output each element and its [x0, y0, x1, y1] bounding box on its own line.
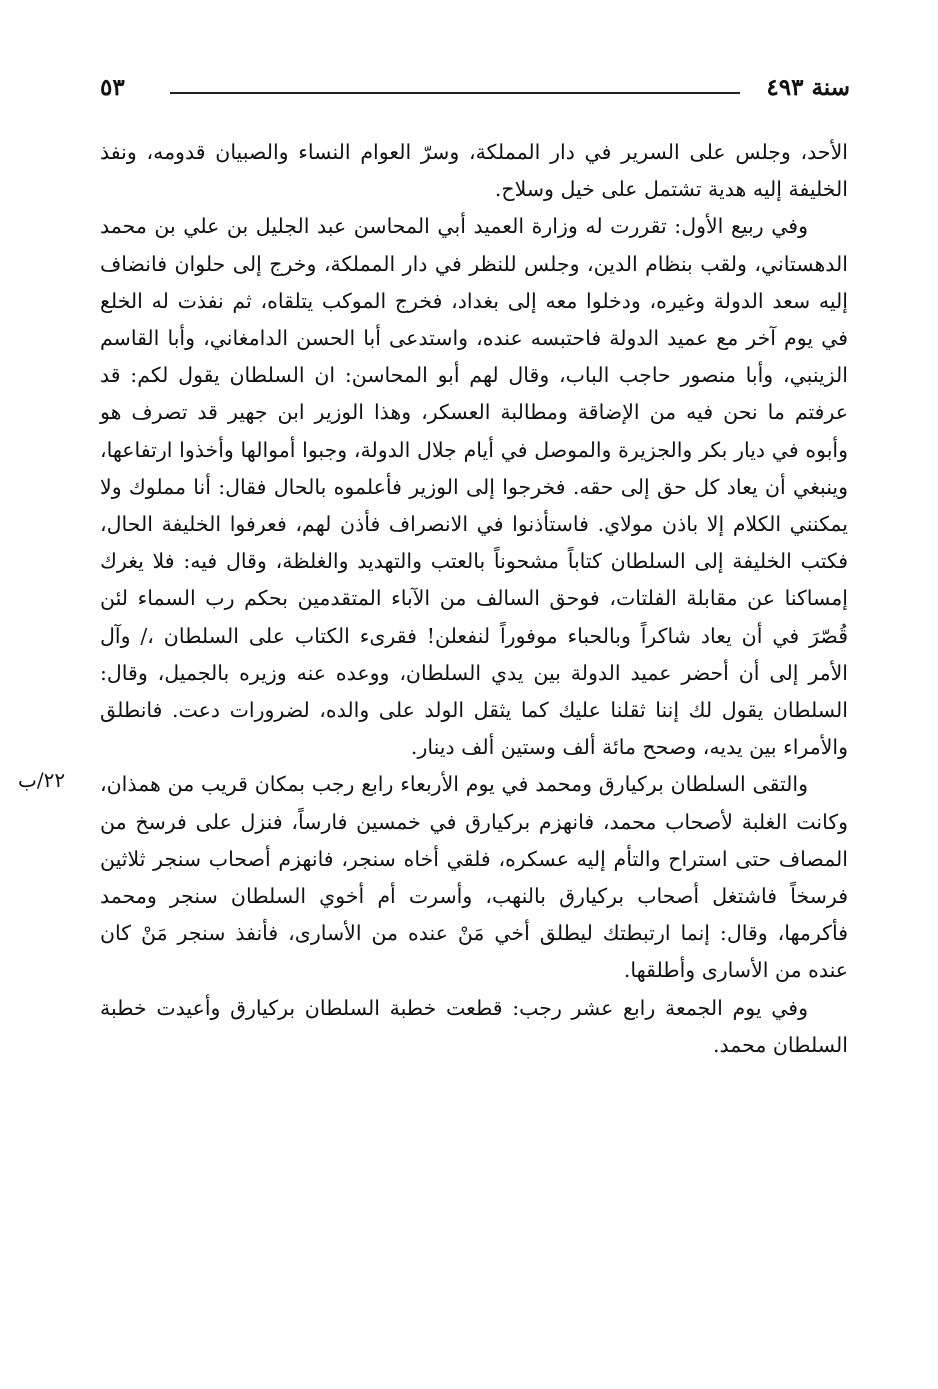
paragraph-rabi-al-awwal: وفي ربيع الأول: تقررت له وزارة العميد أبي المحاسن عبد الجليل بن علي بن محمد الدهستاني، ولقب بنظام الدين، وجلس للنظر في دار المملكة، وخرج إلى حلوان فانضاف إليه سعد الدولة وغيره، ودخلوا معه إلى بغداد، فخرج الموكب يتلقاه، ثم نفذت له الخلع في يوم آخر مع عميد الدولة فاحتبسه عنده، واستدعى أبا الحسن الدامغاني، وأبا القاسم الزينبي، وأبا منصور حاجب الباب، وقال لهم أبو المحاسن: ان السلطان يقول لكم: قد عرفتم ما نحن فيه من الإضاقة ومطالبة العسكر، وهذا الوزير ابن جهير قد تصرف هو وأبوه في ديار بكر والجزيرة والموصل في أيام جلال الدولة، وجبوا أموالها وأخذوا ارتفاعها، وينبغي أن يعاد كل حق إلى حقه. فخرجوا إلى الوزير فأعلموه بالحال فقال: أنا مملوك ولا يمكنني الكلام إلا باذن مولاي. فاستأذنوا في الانصراف فأذن لهم، فعرفوا الخليفة الحال، فكتب الخليفة إلى السلطان كتاباً مشحوناً بالعتب والتهديد والغلظة، وقال فيه: فلا يغرك إمساكنا عن مقابلة الفلتات، فوحق السالف من الآباء المتقدمين بحكم رب السماء لئن قُصّرَ في أن يعاد شاكراً وبالحباء موفوراً لنفعلن! فقرىء الكتاب على السلطان ،/ وآل الأمر إلى أن أحضر عميد الدولة بين يدي السلطان، ووعده عنه وزيره بالجميل، وقال: السلطان يقول لك إننا ثقلنا عليك كما يثقل الولد على والده، لضرورات دعت. فانطلق والأمراء بين يديه، وصحح مائة ألف وستين ألف دينار.	[100, 214, 848, 760]
page-header	[100, 70, 850, 106]
paragraph-friday-khutba: وفي يوم الجمعة رابع عشر رجب: قطعت خطبة السلطان بركيارق وأعيدت خطبة السلطان محمد.	[100, 995, 848, 1057]
header-rule	[170, 92, 740, 94]
manuscript-folio-note: ٢٢/ب	[18, 768, 66, 792]
page-number: ٥٣	[100, 74, 125, 101]
running-title-year: سنة ٤٩٣	[766, 74, 850, 101]
paragraph-battle: والتقى السلطان بركيارق ومحمد في يوم الأربعاء رابع رجب بمكان قريب من همذان، وكانت الغلبة لأصحاب محمد، فانهزم بركيارق في خمسين فارساً، فنزل على فرسخ من المصاف حتى استراح والتأم إليه عسكره، فلقي أخاه سنجر، فانهزم أصحاب سنجر ثلاثين فرسخاً فاشتغل أصحاب بركيارق بالنهب، وأسرت أم أخوي السلطان سنجر ومحمد فأكرمها، وقال: إنما ارتبطتك ليطلق أخي مَنْ عنده من الأسارى، فأنفذ سنجر مَنْ كان عنده من الأسارى وأطلقها.	[100, 772, 848, 983]
paragraph-continuation: الأحد، وجلس على السرير في دار المملكة، وسرّ العوام النساء والصبيان قدومه، ونفذ الخليفة إليه هدية تشتمل على خيل وسلاح.	[100, 140, 848, 202]
main-text	[100, 134, 848, 1064]
